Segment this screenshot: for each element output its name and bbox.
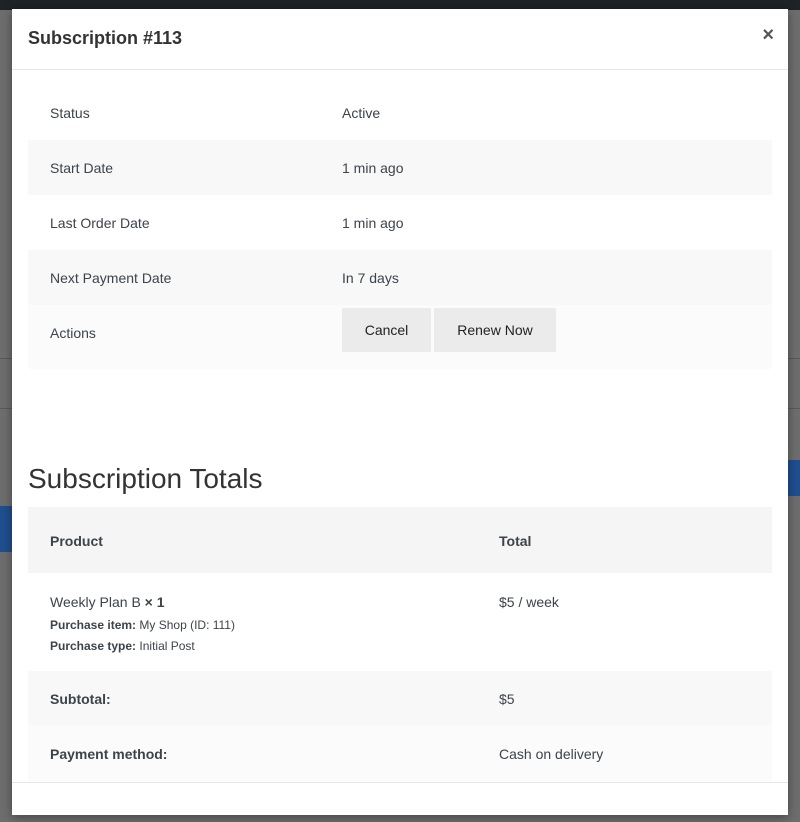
column-header-total: Total — [499, 533, 532, 549]
detail-label: Next Payment Date — [50, 270, 172, 286]
line-item-total: $5 / week — [499, 594, 559, 610]
purchase-type-label: Purchase type: — [50, 639, 137, 653]
modal-header — [12, 9, 788, 70]
cancel-button[interactable]: Cancel — [342, 308, 431, 352]
totals-header-row — [28, 507, 772, 573]
subscription-modal — [12, 9, 788, 815]
modal-footer — [12, 782, 788, 815]
detail-row-status — [28, 85, 772, 140]
purchase-type-value: Initial Post — [139, 639, 195, 653]
subtotal-row — [28, 671, 772, 726]
purchase-type-meta — [50, 639, 195, 653]
subscription-totals-table — [28, 507, 772, 781]
line-item-name — [50, 594, 165, 610]
detail-row-start-date — [28, 140, 772, 195]
detail-label: Last Order Date — [50, 215, 150, 231]
payment-method-label: Payment method: — [50, 746, 168, 762]
close-icon[interactable]: × — [762, 24, 774, 46]
detail-value: 1 min ago — [342, 215, 404, 231]
purchase-item-value: My Shop (ID: 111) — [139, 618, 235, 632]
background-button — [788, 460, 800, 496]
product-quantity: × 1 — [144, 594, 165, 610]
purchase-item-meta — [50, 618, 235, 632]
subtotal-label: Subtotal: — [50, 691, 111, 707]
detail-value: In 7 days — [342, 270, 399, 286]
detail-value: Active — [342, 105, 381, 121]
product-name: Weekly Plan B — [50, 594, 141, 610]
payment-method-value: Cash on delivery — [499, 746, 604, 762]
column-header-product: Product — [50, 533, 103, 549]
subtotal-value: $5 — [499, 691, 515, 707]
detail-value: 1 min ago — [342, 160, 404, 176]
detail-row-next-payment-date — [28, 250, 772, 305]
detail-label: Actions — [50, 325, 96, 341]
detail-row-last-order-date — [28, 195, 772, 250]
background-button — [0, 506, 12, 552]
subscription-totals-heading: Subscription Totals — [28, 463, 263, 494]
modal-title: Subscription #113 — [28, 28, 183, 48]
detail-label: Start Date — [50, 160, 114, 176]
modal-body — [12, 71, 788, 783]
detail-label: Status — [50, 105, 90, 121]
payment-method-row — [28, 726, 772, 781]
line-item-row — [28, 573, 772, 671]
renew-now-button[interactable]: Renew Now — [434, 308, 556, 352]
purchase-item-label: Purchase item: — [50, 618, 137, 632]
